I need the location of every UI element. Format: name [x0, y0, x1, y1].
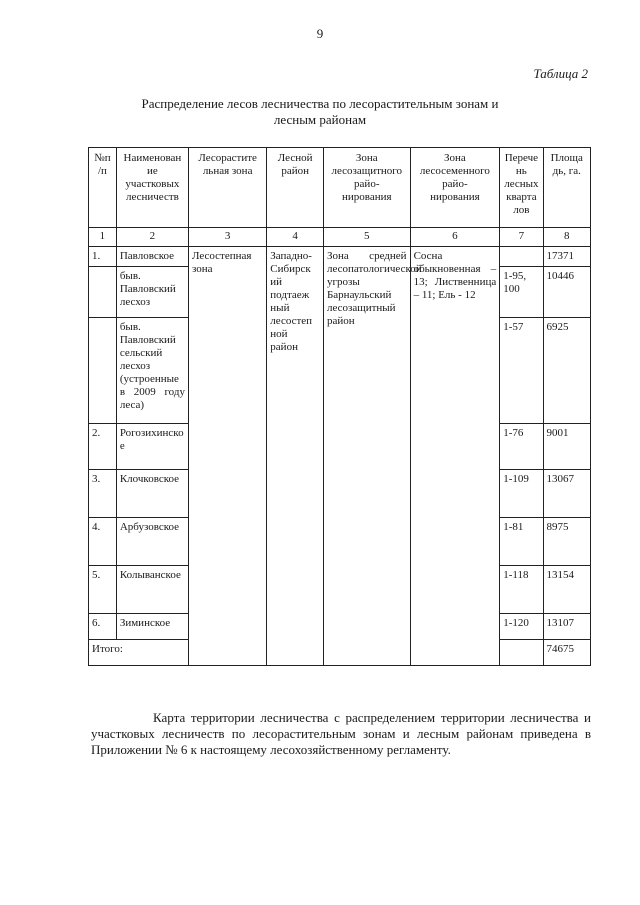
column-number: 5 — [323, 228, 410, 247]
area-cell: 17371 — [543, 247, 590, 267]
header-cell — [116, 148, 188, 228]
header-seed-zone: Зона лесосеменного райо- нирования — [419, 152, 490, 203]
quarters-cell: 1-109 — [500, 470, 543, 518]
page-number: 9 — [316, 26, 324, 41]
footer-paragraph: Карта территории лесничества с распределением территории лесничества и участковых лесничеств по лесорастительным зонам и лесным районам приведена в Приложении № 6 к настоящему лесохозяйственному регламенту. — [91, 710, 591, 757]
header-number: №п /п — [94, 152, 111, 177]
quarters-cell: 1-95, 100 — [500, 267, 543, 318]
table-label: Таблица 2 — [533, 66, 588, 81]
row-number: 4. — [89, 518, 117, 566]
header-cell — [323, 148, 410, 228]
forest-distribution-table — [88, 147, 591, 666]
forestry-name: быв. Павловский лесхоз — [116, 267, 188, 318]
header-row — [89, 148, 591, 228]
row-number: 5. — [89, 566, 117, 614]
column-number-row — [89, 228, 591, 247]
area-cell: 13154 — [543, 566, 590, 614]
area-cell: 9001 — [543, 424, 590, 470]
forestry-name: быв. Павловский сельский лесхоз (устроенные в 2009 году леса) — [116, 318, 188, 424]
column-number: 4 — [267, 228, 324, 247]
column-number: 7 — [500, 228, 543, 247]
quarters-cell: 1-118 — [500, 566, 543, 614]
forest-district-text: Западно- Сибирск ий подтаеж ный лесостеп ной район — [270, 250, 313, 353]
column-number: 8 — [543, 228, 590, 247]
area-cell: 13107 — [543, 614, 590, 640]
column-number: 2 — [116, 228, 188, 247]
quarters-cell: 1-76 — [500, 424, 543, 470]
area-cell: 10446 — [543, 267, 590, 318]
column-number: 6 — [410, 228, 500, 247]
header-cell — [500, 148, 543, 228]
row-number: 3. — [89, 470, 117, 518]
header-forest-district: Лесной район — [277, 152, 313, 177]
header-cell — [410, 148, 500, 228]
header-cell — [543, 148, 590, 228]
row-number — [89, 318, 117, 424]
total-quarters — [500, 640, 543, 666]
forestry-name: Колыванское — [116, 566, 188, 614]
area-cell: 13067 — [543, 470, 590, 518]
seed-zone-cell: Сосна обыкновенная – 13; Лиственница – 11; Ель - 12 — [410, 247, 500, 666]
forest-zone-cell: Лесостепная зона — [188, 247, 266, 666]
row-number: 2. — [89, 424, 117, 470]
row-number: 1. — [89, 247, 117, 267]
total-label: Итого: — [89, 640, 189, 666]
forest-district-cell — [267, 247, 324, 666]
header-forest-zone: Лесорастите льная зона — [198, 152, 257, 177]
quarters-cell: 1-81 — [500, 518, 543, 566]
area-cell: 8975 — [543, 518, 590, 566]
header-cell — [188, 148, 266, 228]
protection-zone-cell: Зона средней лесопатологической угрозы Барнаульский лесозащитный район — [323, 247, 410, 666]
row-number: 6. — [89, 614, 117, 640]
row-number — [89, 267, 117, 318]
total-area: 74675 — [543, 640, 590, 666]
quarters-cell: 1-120 — [500, 614, 543, 640]
area-cell: 6925 — [543, 318, 590, 424]
table-row — [89, 247, 591, 267]
quarters-cell — [500, 247, 543, 267]
column-number: 1 — [89, 228, 117, 247]
header-cell — [89, 148, 117, 228]
forestry-name: Рогозихинское — [116, 424, 188, 470]
header-area: Площа дь, га. — [550, 152, 583, 177]
forestry-name: Клочковское — [116, 470, 188, 518]
table-title: Распределение лесов лесничества по лесорастительным зонам и лесным районам — [141, 96, 499, 127]
header-protection-zone: Зона лесозащитного райо- нирования — [331, 152, 403, 203]
header-cell — [267, 148, 324, 228]
header-quarters: Перече нь лесных кварта лов — [504, 152, 539, 216]
forestry-name: Павловское — [116, 247, 188, 267]
forestry-name: Арбузовское — [116, 518, 188, 566]
header-name: Наименован ие участковых лесничеств — [123, 152, 182, 203]
column-number: 3 — [188, 228, 266, 247]
quarters-cell: 1-57 — [500, 318, 543, 424]
forestry-name: Зиминское — [116, 614, 188, 640]
